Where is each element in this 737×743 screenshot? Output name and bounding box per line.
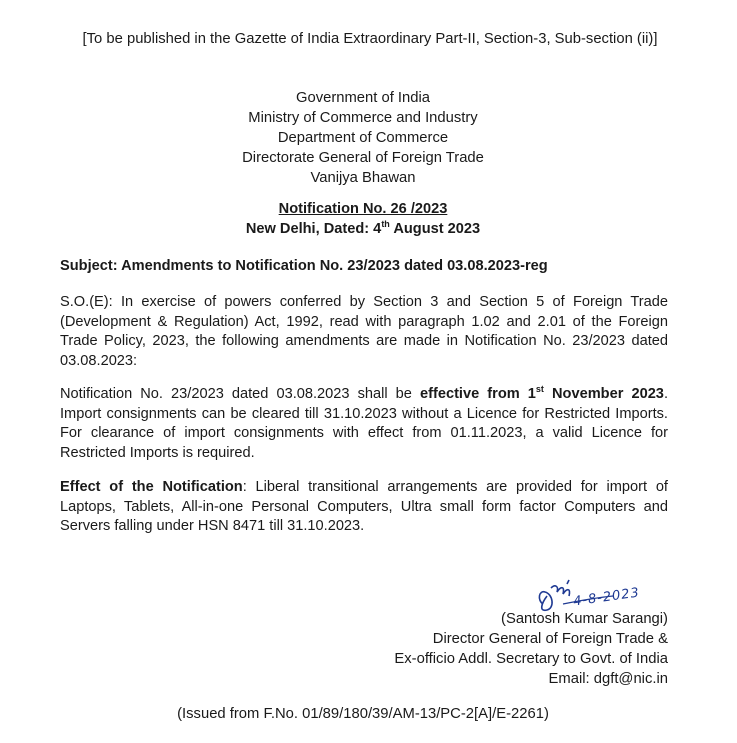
- subject-line: Subject: Amendments to Notification No. 23/2023 dated 03.08.2023-reg: [60, 258, 548, 274]
- notification-header: [0, 199, 726, 239]
- handwritten-date: 4-8-2023: [572, 585, 641, 610]
- signatory-secondary-title: Ex-officio Addl. Secretary to Govt. of India: [394, 651, 668, 667]
- file-reference: (Issued from F.No. 01/89/180/39/AM-13/PC-2[A]/E-2261): [177, 706, 549, 722]
- signature-block: [268, 609, 668, 689]
- issuer-ministry: Ministry of Commerce and Industry: [248, 110, 478, 126]
- issuer-government: Government of India: [295, 90, 431, 106]
- issuer-department: Department of Commerce: [277, 130, 449, 146]
- effect-heading: Effect of the Notification: [60, 479, 243, 495]
- paragraph-preamble: S.O.(E): In exercise of powers conferred by Section 3 and Section 5 of Foreign Trade (Development & Regulation) Act, 1992, read with paragraph 1.02 and 2.01 of the Foreign Trade Policy, 2023, the following amendments are made in Notification No. 23/2023 dated 03.08.2023:: [60, 294, 668, 369]
- signatory-name: (Santosh Kumar Sarangi): [501, 611, 668, 627]
- issuer-block: [0, 88, 726, 188]
- paragraph-effective-date: Notification No. 23/2023 dated 03.08.2023 shall be effective from 1st November 2023. Import consignments can be cleared till 31.10.2023 without a Licence for Restricted Imports. For clearance of import consignments with effect from 01.11.2023, a valid Licence for Restricted Imports is required.: [60, 384, 668, 461]
- paragraph-effect: Effect of the Notification: Liberal transitional arrangements are provided for import of Laptops, Tablets, All-in-one Personal Computers, Ultra small form factor Computers and Servers falling under HSN 8471 till 31.10.2023.: [60, 479, 668, 534]
- signatory-title: Director General of Foreign Trade &: [432, 631, 668, 647]
- notification-number: Notification No. 26 /2023: [278, 201, 448, 217]
- issuer-building: Vanijya Bhawan: [310, 170, 416, 186]
- issuer-directorate: Directorate General of Foreign Trade: [242, 150, 484, 166]
- gazette-note: [To be published in the Gazette of India Extraordinary Part-II, Section-3, Sub-section (ii)]: [82, 31, 658, 47]
- notification-date: New Delhi, Dated: 4th August 2023: [245, 219, 481, 237]
- signatory-email: Email: dgft@nic.in: [548, 671, 668, 687]
